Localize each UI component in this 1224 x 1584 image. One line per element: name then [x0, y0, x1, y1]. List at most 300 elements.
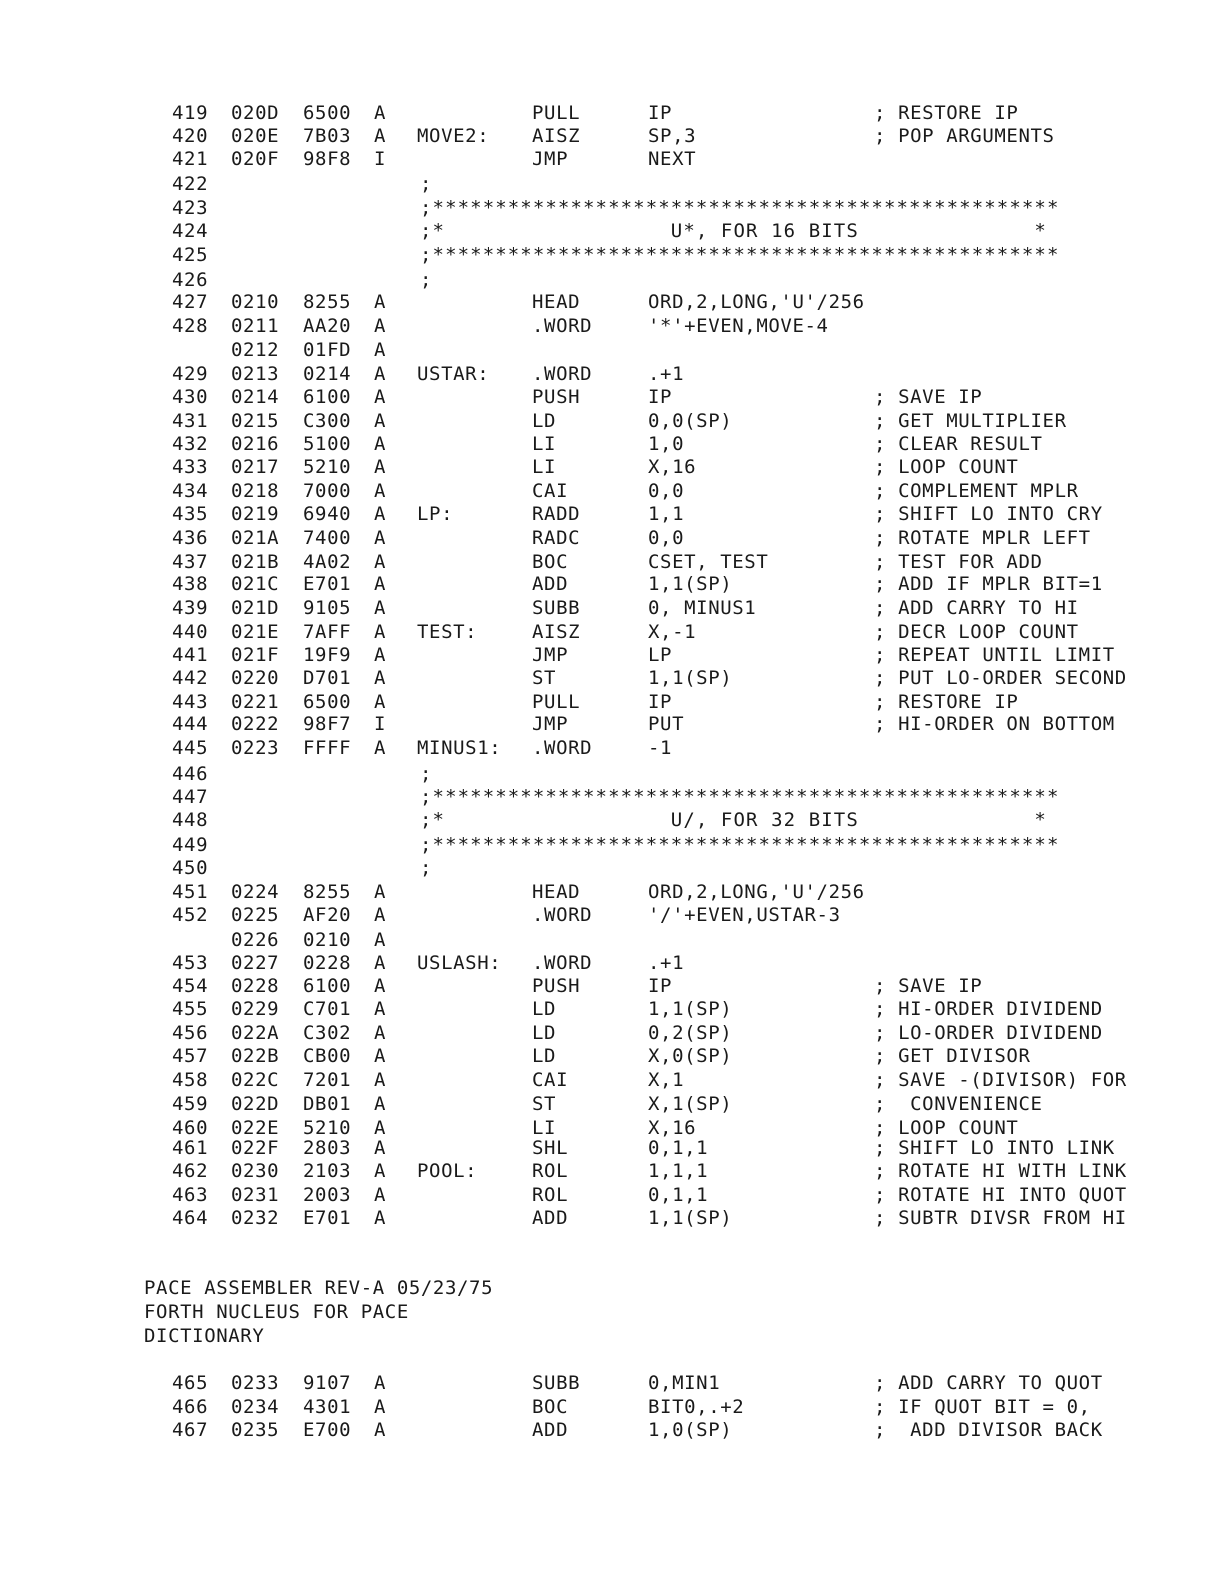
operand: 1,0: [648, 433, 685, 455]
line-number: 451: [172, 881, 209, 903]
opcode: LD: [532, 1022, 557, 1044]
object-code: 6940: [303, 503, 352, 525]
address: 0212: [231, 339, 280, 361]
address: 022D: [231, 1093, 280, 1115]
operand: LP: [648, 644, 673, 666]
object-code: C701: [303, 998, 352, 1020]
address: 0213: [231, 363, 280, 385]
line-number: 455: [172, 998, 209, 1020]
address: 0219: [231, 503, 280, 525]
address: 0223: [231, 737, 280, 759]
opcode: ADD: [532, 573, 569, 595]
operand: X,16: [648, 456, 697, 478]
address: 0229: [231, 998, 280, 1020]
relocation-flag: A: [374, 1022, 387, 1044]
line-number: 426: [172, 269, 209, 291]
opcode: .WORD: [532, 737, 593, 759]
relocation-flag: I: [374, 148, 387, 170]
opcode: PUSH: [532, 975, 581, 997]
address: 0211: [231, 315, 280, 337]
label: MOVE2:: [417, 125, 490, 147]
object-code: E701: [303, 573, 352, 595]
object-code: 4301: [303, 1396, 352, 1418]
line-number: 420: [172, 125, 209, 147]
object-code: 4A02: [303, 551, 352, 573]
comment: ; RESTORE IP: [874, 691, 1019, 713]
address: 021F: [231, 644, 280, 666]
opcode: PULL: [532, 102, 581, 124]
relocation-flag: A: [374, 125, 387, 147]
operand: BIT0,.+2: [648, 1396, 745, 1418]
comment-banner: ;* U/, FOR 32 BITS *: [420, 809, 1047, 831]
opcode: LI: [532, 1117, 557, 1139]
address: 022F: [231, 1137, 280, 1159]
relocation-flag: A: [374, 503, 387, 525]
opcode: SUBB: [532, 597, 581, 619]
line-number: 433: [172, 456, 209, 478]
comment-banner: ;: [420, 173, 433, 195]
address: 0230: [231, 1160, 280, 1182]
object-code: 01FD: [303, 339, 352, 361]
object-code: FFFF: [303, 737, 352, 759]
address: 0226: [231, 929, 280, 951]
operand: SP,3: [648, 125, 697, 147]
label: POOL:: [417, 1160, 478, 1182]
address: 0233: [231, 1372, 280, 1394]
comment: ; GET DIVISOR: [874, 1045, 1031, 1067]
operand: 1,1: [648, 503, 685, 525]
relocation-flag: A: [374, 1069, 387, 1091]
address: 0218: [231, 480, 280, 502]
opcode: SUBB: [532, 1372, 581, 1394]
comment: ; PUT LO-ORDER SECOND: [874, 667, 1127, 689]
opcode: PULL: [532, 691, 581, 713]
comment: ; SHIFT LO INTO CRY: [874, 503, 1103, 525]
opcode: CAI: [532, 480, 569, 502]
operand: '/'+EVEN,USTAR-3: [648, 904, 841, 926]
operand: IP: [648, 386, 673, 408]
line-number: 421: [172, 148, 209, 170]
comment: ; GET MULTIPLIER: [874, 410, 1067, 432]
line-number: 434: [172, 480, 209, 502]
address: 020F: [231, 148, 280, 170]
line-number: 459: [172, 1093, 209, 1115]
relocation-flag: A: [374, 667, 387, 689]
relocation-flag: A: [374, 1117, 387, 1139]
relocation-flag: A: [374, 737, 387, 759]
object-code: 98F8: [303, 148, 352, 170]
object-code: 9107: [303, 1372, 352, 1394]
object-code: 7B03: [303, 125, 352, 147]
address: 0215: [231, 410, 280, 432]
comment: ; ROTATE HI WITH LINK: [874, 1160, 1127, 1182]
operand: 0,0: [648, 527, 685, 549]
object-code: 0228: [303, 952, 352, 974]
comment: ; TEST FOR ADD: [874, 551, 1043, 573]
opcode: LD: [532, 410, 557, 432]
operand: 1,1(SP): [648, 573, 733, 595]
line-number: 463: [172, 1184, 209, 1206]
operand: CSET, TEST: [648, 551, 769, 573]
line-number: 442: [172, 667, 209, 689]
comment: ; ADD CARRY TO QUOT: [874, 1372, 1103, 1394]
relocation-flag: A: [374, 881, 387, 903]
line-number: 431: [172, 410, 209, 432]
address: 0232: [231, 1207, 280, 1229]
comment: ; LO-ORDER DIVIDEND: [874, 1022, 1103, 1044]
operand: X,-1: [648, 621, 697, 643]
object-code: 7201: [303, 1069, 352, 1091]
address: 0231: [231, 1184, 280, 1206]
object-code: D701: [303, 667, 352, 689]
object-code: 5210: [303, 456, 352, 478]
relocation-flag: A: [374, 975, 387, 997]
operand: 0,0(SP): [648, 410, 733, 432]
address: 021B: [231, 551, 280, 573]
opcode: BOC: [532, 551, 569, 573]
address: 0235: [231, 1419, 280, 1441]
relocation-flag: A: [374, 410, 387, 432]
address: 022C: [231, 1069, 280, 1091]
line-number: 424: [172, 220, 209, 242]
label: TEST:: [417, 621, 478, 643]
relocation-flag: A: [374, 291, 387, 313]
opcode: AISZ: [532, 125, 581, 147]
comment: ; CONVENIENCE: [874, 1093, 1043, 1115]
opcode: RADD: [532, 503, 581, 525]
operand: 0,1,1: [648, 1184, 709, 1206]
line-number: 457: [172, 1045, 209, 1067]
operand: ORD,2,LONG,'U'/256: [648, 881, 865, 903]
opcode: LI: [532, 433, 557, 455]
address: 0224: [231, 881, 280, 903]
operand: PUT: [648, 713, 685, 735]
comment: ; COMPLEMENT MPLR: [874, 480, 1079, 502]
comment: ; RESTORE IP: [874, 102, 1019, 124]
comment: ; HI-ORDER ON BOTTOM: [874, 713, 1115, 735]
object-code: 7400: [303, 527, 352, 549]
opcode: LD: [532, 1045, 557, 1067]
address: 021C: [231, 573, 280, 595]
section-title: DICTIONARY: [144, 1325, 265, 1347]
relocation-flag: A: [374, 597, 387, 619]
relocation-flag: A: [374, 1137, 387, 1159]
line-number: 461: [172, 1137, 209, 1159]
line-number: 430: [172, 386, 209, 408]
relocation-flag: A: [374, 998, 387, 1020]
address: 0225: [231, 904, 280, 926]
label: LP:: [417, 503, 454, 525]
line-number: 465: [172, 1372, 209, 1394]
relocation-flag: A: [374, 1045, 387, 1067]
operand: 0, MINUS1: [648, 597, 757, 619]
comment: ; ROTATE HI INTO QUOT: [874, 1184, 1127, 1206]
line-number: 437: [172, 551, 209, 573]
operand: 1,1(SP): [648, 667, 733, 689]
object-code: E701: [303, 1207, 352, 1229]
object-code: 7000: [303, 480, 352, 502]
object-code: 9105: [303, 597, 352, 619]
line-number: 450: [172, 857, 209, 879]
comment: ; SAVE IP: [874, 975, 983, 997]
object-code: 0210: [303, 929, 352, 951]
line-number: 441: [172, 644, 209, 666]
object-code: 5100: [303, 433, 352, 455]
object-code: CB00: [303, 1045, 352, 1067]
operand: 1,1(SP): [648, 1207, 733, 1229]
address: 0220: [231, 667, 280, 689]
object-code: 6100: [303, 975, 352, 997]
operand: 1,0(SP): [648, 1419, 733, 1441]
relocation-flag: A: [374, 339, 387, 361]
address: 0221: [231, 691, 280, 713]
comment: ; POP ARGUMENTS: [874, 125, 1055, 147]
address: 021D: [231, 597, 280, 619]
object-code: 6500: [303, 691, 352, 713]
comment-banner: ;: [420, 857, 433, 879]
line-number: 429: [172, 363, 209, 385]
comment-banner: ;: [420, 269, 433, 291]
opcode: .WORD: [532, 315, 593, 337]
comment-banner: ;**************************************************: [420, 786, 1060, 808]
line-number: 427: [172, 291, 209, 313]
line-number: 453: [172, 952, 209, 974]
line-number: 439: [172, 597, 209, 619]
opcode: AISZ: [532, 621, 581, 643]
relocation-flag: I: [374, 713, 387, 735]
operand: '*'+EVEN,MOVE-4: [648, 315, 829, 337]
object-code: 7AFF: [303, 621, 352, 643]
operand: 1,1(SP): [648, 998, 733, 1020]
operand: .+1: [648, 363, 685, 385]
comment: ; SAVE IP: [874, 386, 983, 408]
relocation-flag: A: [374, 1093, 387, 1115]
opcode: ROL: [532, 1184, 569, 1206]
comment-banner: ;**************************************************: [420, 197, 1060, 219]
line-number: 447: [172, 786, 209, 808]
relocation-flag: A: [374, 433, 387, 455]
line-number: 464: [172, 1207, 209, 1229]
line-number: 423: [172, 197, 209, 219]
opcode: CAI: [532, 1069, 569, 1091]
opcode: RADC: [532, 527, 581, 549]
relocation-flag: A: [374, 621, 387, 643]
line-number: 425: [172, 244, 209, 266]
relocation-flag: A: [374, 102, 387, 124]
operand: X,1: [648, 1069, 685, 1091]
comment: ; SUBTR DIVSR FROM HI: [874, 1207, 1127, 1229]
opcode: .WORD: [532, 363, 593, 385]
object-code: 6100: [303, 386, 352, 408]
object-code: 5210: [303, 1117, 352, 1139]
assembler-title: PACE ASSEMBLER REV-A 05/23/75: [144, 1277, 494, 1299]
operand: -1: [648, 737, 673, 759]
relocation-flag: A: [374, 1184, 387, 1206]
comment: ; HI-ORDER DIVIDEND: [874, 998, 1103, 1020]
comment: ; ROTATE MPLR LEFT: [874, 527, 1091, 549]
address: 022B: [231, 1045, 280, 1067]
line-number: 452: [172, 904, 209, 926]
relocation-flag: A: [374, 386, 387, 408]
line-number: 456: [172, 1022, 209, 1044]
opcode: .WORD: [532, 904, 593, 926]
line-number: 422: [172, 173, 209, 195]
relocation-flag: A: [374, 952, 387, 974]
operand: X,16: [648, 1117, 697, 1139]
relocation-flag: A: [374, 904, 387, 926]
opcode: ADD: [532, 1419, 569, 1441]
object-code: AF20: [303, 904, 352, 926]
object-code: 98F7: [303, 713, 352, 735]
opcode: BOC: [532, 1396, 569, 1418]
line-number: 466: [172, 1396, 209, 1418]
address: 0210: [231, 291, 280, 313]
opcode: LI: [532, 456, 557, 478]
address: 0217: [231, 456, 280, 478]
operand: 0,0: [648, 480, 685, 502]
line-number: 443: [172, 691, 209, 713]
comment: ; IF QUOT BIT = 0,: [874, 1396, 1091, 1418]
relocation-flag: A: [374, 551, 387, 573]
address: 0216: [231, 433, 280, 455]
object-code: C300: [303, 410, 352, 432]
operand: IP: [648, 691, 673, 713]
comment: ; ADD CARRY TO HI: [874, 597, 1079, 619]
relocation-flag: A: [374, 315, 387, 337]
relocation-flag: A: [374, 1372, 387, 1394]
operand: 1,1,1: [648, 1160, 709, 1182]
opcode: SHL: [532, 1137, 569, 1159]
operand: IP: [648, 975, 673, 997]
line-number: 440: [172, 621, 209, 643]
address: 0227: [231, 952, 280, 974]
line-number: 462: [172, 1160, 209, 1182]
operand: X,0(SP): [648, 1045, 733, 1067]
relocation-flag: A: [374, 1207, 387, 1229]
object-code: 19F9: [303, 644, 352, 666]
comment: ; CLEAR RESULT: [874, 433, 1043, 455]
object-code: 0214: [303, 363, 352, 385]
opcode: JMP: [532, 713, 569, 735]
opcode: .WORD: [532, 952, 593, 974]
relocation-flag: A: [374, 456, 387, 478]
comment-banner: ;**************************************************: [420, 244, 1060, 266]
line-number: 435: [172, 503, 209, 525]
line-number: 438: [172, 573, 209, 595]
comment: ; SHIFT LO INTO LINK: [874, 1137, 1115, 1159]
program-title: FORTH NUCLEUS FOR PACE: [144, 1301, 409, 1323]
label: USTAR:: [417, 363, 490, 385]
operand: ORD,2,LONG,'U'/256: [648, 291, 865, 313]
address: 020E: [231, 125, 280, 147]
relocation-flag: A: [374, 691, 387, 713]
comment: ; ADD DIVISOR BACK: [874, 1419, 1103, 1441]
operand: .+1: [648, 952, 685, 974]
address: 020D: [231, 102, 280, 124]
opcode: PUSH: [532, 386, 581, 408]
address: 022A: [231, 1022, 280, 1044]
object-code: DB01: [303, 1093, 352, 1115]
relocation-flag: A: [374, 573, 387, 595]
relocation-flag: A: [374, 1419, 387, 1441]
address: 022E: [231, 1117, 280, 1139]
opcode: ST: [532, 667, 557, 689]
opcode: LD: [532, 998, 557, 1020]
operand: 0,2(SP): [648, 1022, 733, 1044]
comment: ; REPEAT UNTIL LIMIT: [874, 644, 1115, 666]
relocation-flag: A: [374, 1396, 387, 1418]
line-number: 428: [172, 315, 209, 337]
line-number: 446: [172, 763, 209, 785]
relocation-flag: A: [374, 480, 387, 502]
comment: ; SAVE -(DIVISOR) FOR: [874, 1069, 1127, 1091]
opcode: HEAD: [532, 881, 581, 903]
relocation-flag: A: [374, 1160, 387, 1182]
comment: ; LOOP COUNT: [874, 456, 1019, 478]
line-number: 458: [172, 1069, 209, 1091]
opcode: HEAD: [532, 291, 581, 313]
object-code: 8255: [303, 881, 352, 903]
object-code: E700: [303, 1419, 352, 1441]
address: 021E: [231, 621, 280, 643]
address: 0214: [231, 386, 280, 408]
object-code: 8255: [303, 291, 352, 313]
address: 0228: [231, 975, 280, 997]
comment: ; DECR LOOP COUNT: [874, 621, 1079, 643]
line-number: 445: [172, 737, 209, 759]
opcode: ST: [532, 1093, 557, 1115]
object-code: C302: [303, 1022, 352, 1044]
label: USLASH:: [417, 952, 502, 974]
opcode: JMP: [532, 148, 569, 170]
operand: NEXT: [648, 148, 697, 170]
comment-banner: ;**************************************************: [420, 834, 1060, 856]
address: 0234: [231, 1396, 280, 1418]
line-number: 454: [172, 975, 209, 997]
line-number: 467: [172, 1419, 209, 1441]
opcode: JMP: [532, 644, 569, 666]
opcode: ROL: [532, 1160, 569, 1182]
label: MINUS1:: [417, 737, 502, 759]
relocation-flag: A: [374, 527, 387, 549]
address: 0222: [231, 713, 280, 735]
line-number: 436: [172, 527, 209, 549]
operand: X,1(SP): [648, 1093, 733, 1115]
object-code: 2003: [303, 1184, 352, 1206]
operand: IP: [648, 102, 673, 124]
comment: ; LOOP COUNT: [874, 1117, 1019, 1139]
object-code: 2803: [303, 1137, 352, 1159]
address: 021A: [231, 527, 280, 549]
line-number: 419: [172, 102, 209, 124]
comment-banner: ;: [420, 763, 433, 785]
relocation-flag: A: [374, 929, 387, 951]
line-number: 448: [172, 809, 209, 831]
relocation-flag: A: [374, 644, 387, 666]
operand: 0,MIN1: [648, 1372, 721, 1394]
opcode: ADD: [532, 1207, 569, 1229]
object-code: 6500: [303, 102, 352, 124]
relocation-flag: A: [374, 363, 387, 385]
object-code: AA20: [303, 315, 352, 337]
line-number: 460: [172, 1117, 209, 1139]
line-number: 444: [172, 713, 209, 735]
operand: 0,1,1: [648, 1137, 709, 1159]
line-number: 432: [172, 433, 209, 455]
object-code: 2103: [303, 1160, 352, 1182]
comment-banner: ;* U*, FOR 16 BITS *: [420, 220, 1047, 242]
line-number: 449: [172, 834, 209, 856]
